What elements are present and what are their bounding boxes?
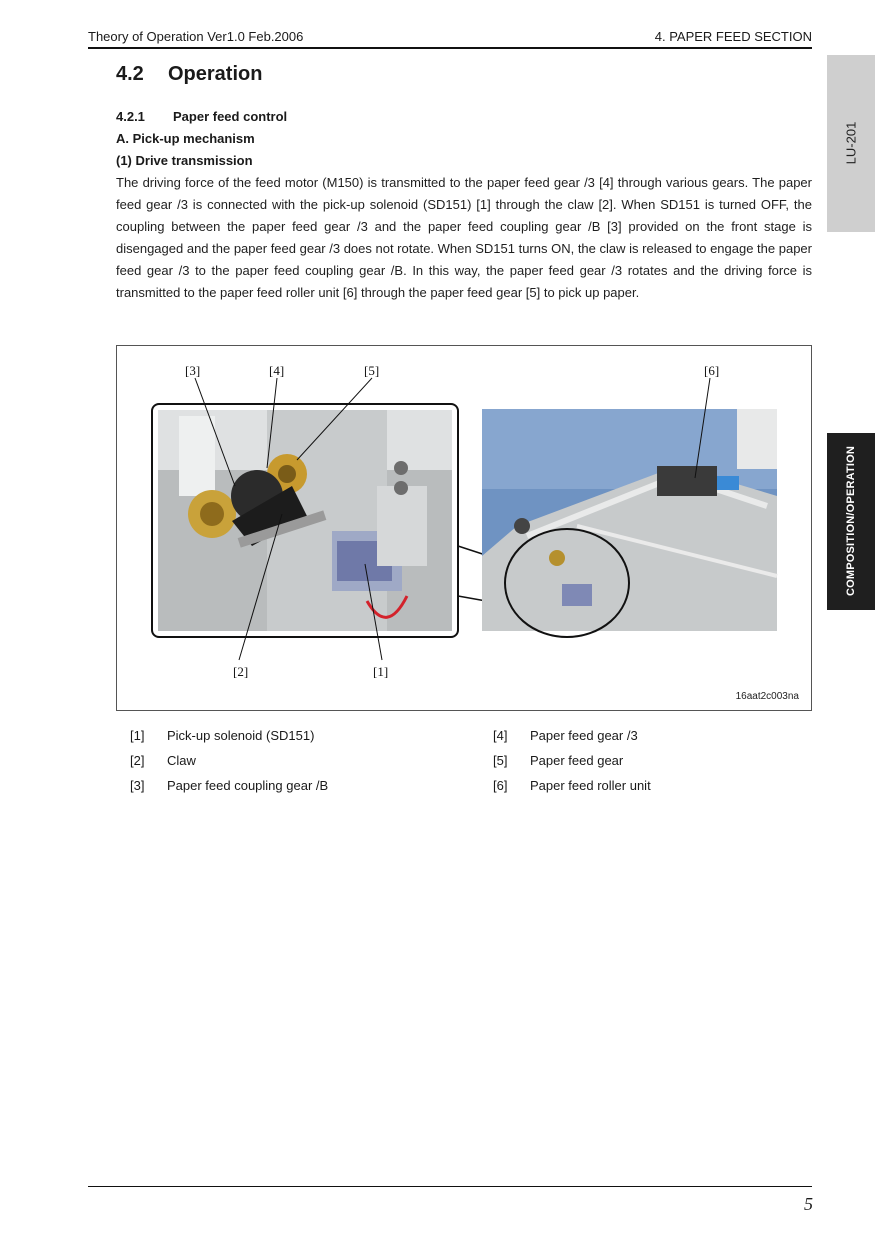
callout-label: [1] xyxy=(373,664,389,679)
mechanism-figure xyxy=(116,345,812,711)
heading-drive-transmission: (1) Drive transmission xyxy=(116,153,253,168)
page-number: 5 xyxy=(804,1194,813,1214)
section-tab-label: COMPOSITION/OPERATION xyxy=(845,445,857,597)
legend-label: Paper feed gear xyxy=(530,753,624,768)
model-tab xyxy=(827,55,875,232)
callout-label: [4] xyxy=(269,363,285,378)
body-paragraph: The driving force of the feed motor (M150) is transmitted to the paper feed gear /3 [4] through various gears. The paper feed gear /3 is connected with the pick-up solenoid (SD151) [1] through the claw [2]. When SD151 is turned OFF, the coupling between the paper feed gear /3 and the paper feed coupling gear /B [3] provided on the front stage is disengaged and the paper feed gear /3 does not rotate. When SD151 turns ON, the claw is released to engage the paper feed gear /3 to the paper feed coupling gear /B. In this way, the paper feed gear /3 rotates and the driving force is transmitted to the paper feed roller unit [6] through the paper feed gear [5] to pick up paper. xyxy=(116,175,812,300)
callout-label: [2] xyxy=(233,664,249,679)
subsection-title: Paper feed control xyxy=(173,109,288,124)
figure-id: 16aat2c003na xyxy=(735,691,799,702)
legend-item xyxy=(493,752,651,777)
legend-right xyxy=(493,727,651,802)
legend-label: Paper feed gear /3 xyxy=(530,728,638,743)
legend-label: Paper feed coupling gear /B xyxy=(167,778,329,793)
legend-item xyxy=(493,727,651,752)
section-title-text: Operation xyxy=(168,63,263,85)
legend-key: [2] xyxy=(130,753,145,768)
header-title: Theory of Operation Ver1.0 Feb.2006 xyxy=(88,29,304,44)
callout-label: [6] xyxy=(704,363,720,378)
section-tab xyxy=(827,433,875,610)
overview-photo xyxy=(482,409,777,637)
legend-item xyxy=(130,727,328,752)
figure-illustration xyxy=(117,346,811,710)
footer-rule xyxy=(88,1186,812,1187)
heading-pickup-mechanism: A. Pick-up mechanism xyxy=(116,131,255,146)
legend-key: [4] xyxy=(493,728,508,743)
callout-label: [3] xyxy=(185,363,201,378)
legend-key: [3] xyxy=(130,778,145,793)
legend-left xyxy=(130,727,328,802)
header-section: 4. PAPER FEED SECTION xyxy=(654,29,812,44)
legend-key: [1] xyxy=(130,728,145,743)
legend-key: [6] xyxy=(493,778,508,793)
legend-label: Claw xyxy=(167,753,196,768)
legend-label: Paper feed roller unit xyxy=(530,778,651,793)
closeup-photo xyxy=(152,404,458,637)
subsection-number: 4.2.1 xyxy=(116,109,145,124)
section-number: 4.2 xyxy=(116,63,144,85)
callout-label: [5] xyxy=(364,363,380,378)
header-rule xyxy=(88,47,812,49)
legend-item xyxy=(493,777,651,802)
legend-item xyxy=(130,777,328,802)
legend-label: Pick-up solenoid (SD151) xyxy=(167,728,315,743)
model-tab-label: LU-201 xyxy=(843,121,859,165)
legend-key: [5] xyxy=(493,753,508,768)
legend-item xyxy=(130,752,328,777)
subsection-heading xyxy=(116,109,287,124)
section-title xyxy=(116,63,262,86)
